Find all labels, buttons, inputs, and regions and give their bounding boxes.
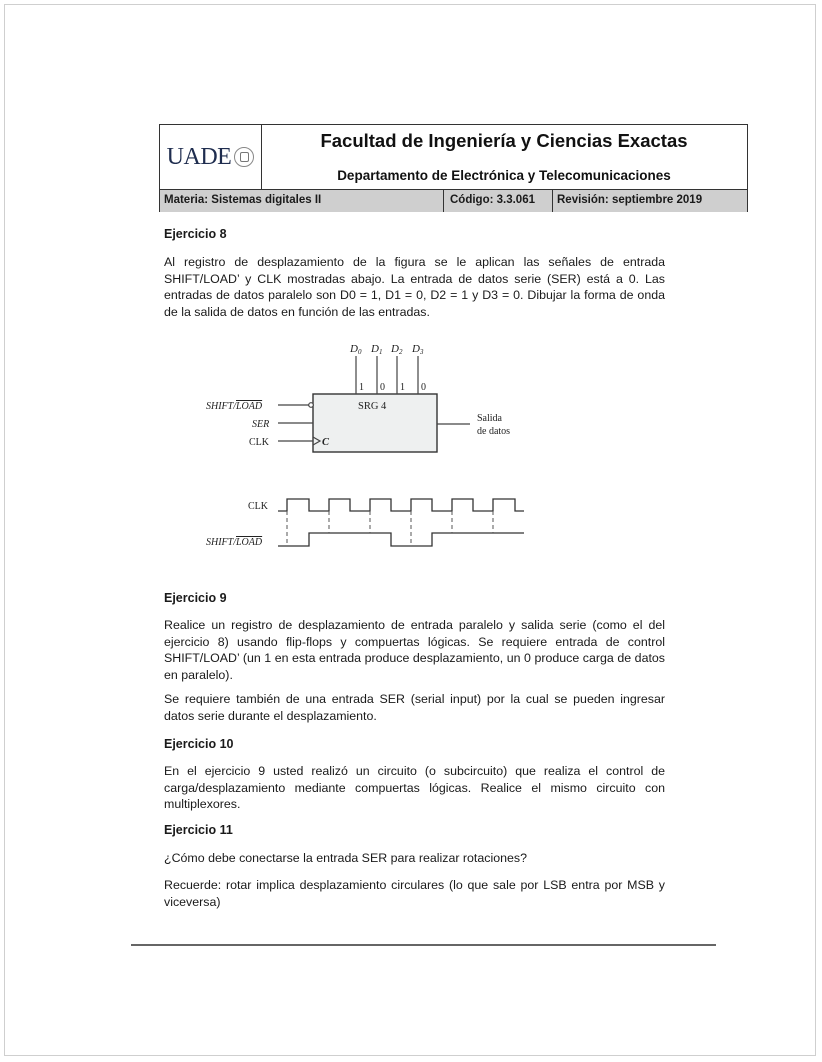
faculty-title: Facultad de Ingeniería y Ciencias Exactas [320,130,688,151]
exercise-9-title: Ejercicio 9 [164,591,227,605]
header-titles [261,125,747,189]
srg-block-label: SRG 4 [358,401,387,412]
exercise-11-body [164,850,665,867]
clk-waveform [278,499,524,511]
exercise-11-title: Ejercicio 11 [164,823,233,837]
logo-text: UADE [166,143,232,170]
course-info-row [160,189,747,212]
department-title: Departamento de Electrónica y Telecomunicaciones [337,168,671,183]
shift-load-waveform [278,533,524,546]
shift-load-input-label: SHIFT/LOAD [206,401,263,412]
d3-label: D3 [412,343,424,356]
d1-label: D1 [371,343,383,356]
d1-value: 0 [380,382,385,393]
d0-value: 1 [359,382,364,393]
exercise-10-paragraph: En el ejercicio 9 usted realizó un circuito (o subcircuito) que realiza el control de carga/desplazamiento mediante compuertas lógicas. Realice el mismo circuito con multiplexores. [164,764,665,811]
exercise-8-title: Ejercicio 8 [164,227,227,241]
timing-diagram [200,488,540,554]
output-label-line2: de datos [477,426,511,437]
output-label-line1: Salida [477,413,502,424]
exercise-9-body [164,617,665,683]
exercise-10-title: Ejercicio 10 [164,737,234,751]
subject-cell: Materia: Sistemas digitales II [160,190,444,212]
timing-clk-label: CLK [248,501,268,512]
clk-input-label: CLK [249,437,269,448]
exercise-8-body [164,254,665,320]
shift-register-diagram [200,335,540,465]
exercise-9-paragraph-2: Se requiere también de una entrada SER (serial input) por la cual se pueden ingresar datos serie durante el desplazamiento. [164,692,665,723]
university-seal-icon [234,147,254,167]
d3-value: 0 [421,382,426,393]
university-logo [160,125,262,189]
exercise-11-body-2 [164,877,665,910]
exercise-11-paragraph-2: Recuerde: rotar implica desplazamiento circulares (lo que sale por LSB entra por MSB y viceversa) [164,878,665,909]
exercise-10-body [164,763,665,813]
document-header-table [159,124,748,212]
exercise-11-paragraph-1: ¿Cómo debe conectarse la entrada SER para realizar rotaciones? [164,851,527,865]
revision-cell: Revisión: septiembre 2019 [557,194,703,206]
code-cell: Código: 3.3.061 [444,190,553,212]
exercise-9-body-2 [164,691,665,724]
ser-input-label: SER [252,419,270,430]
exercise-9-paragraph-1: Realice un registro de desplazamiento de entrada paralelo y salida serie (como el del ejercicio 8) usando flip-flops y compuertas lógicas. Se requiere entrada de control SHIFT/LOAD’ (un 1 en esta entrada produce desplazamiento, un 0 produce carga de datos en paralelo). [164,618,665,682]
timing-shift-load-label: SHIFT/LOAD [206,537,263,548]
d2-label: D2 [391,343,403,356]
d0-label: D0 [350,343,362,356]
clock-pin-label: C [322,437,330,448]
footer-divider [131,944,716,946]
exercise-8-paragraph: Al registro de desplazamiento de la figura se le aplican las señales de entrada SHIFT/LOAD’ y CLK mostradas abajo. La entrada de datos serie (SER) está a 0. Las entradas de datos paralelo son D0 = 1, D1 = 0, D2 = 1 y D3 = 0. Dibujar la forma de onda de la salida de datos en función de las entradas. [164,255,665,319]
d2-value: 1 [400,382,405,393]
